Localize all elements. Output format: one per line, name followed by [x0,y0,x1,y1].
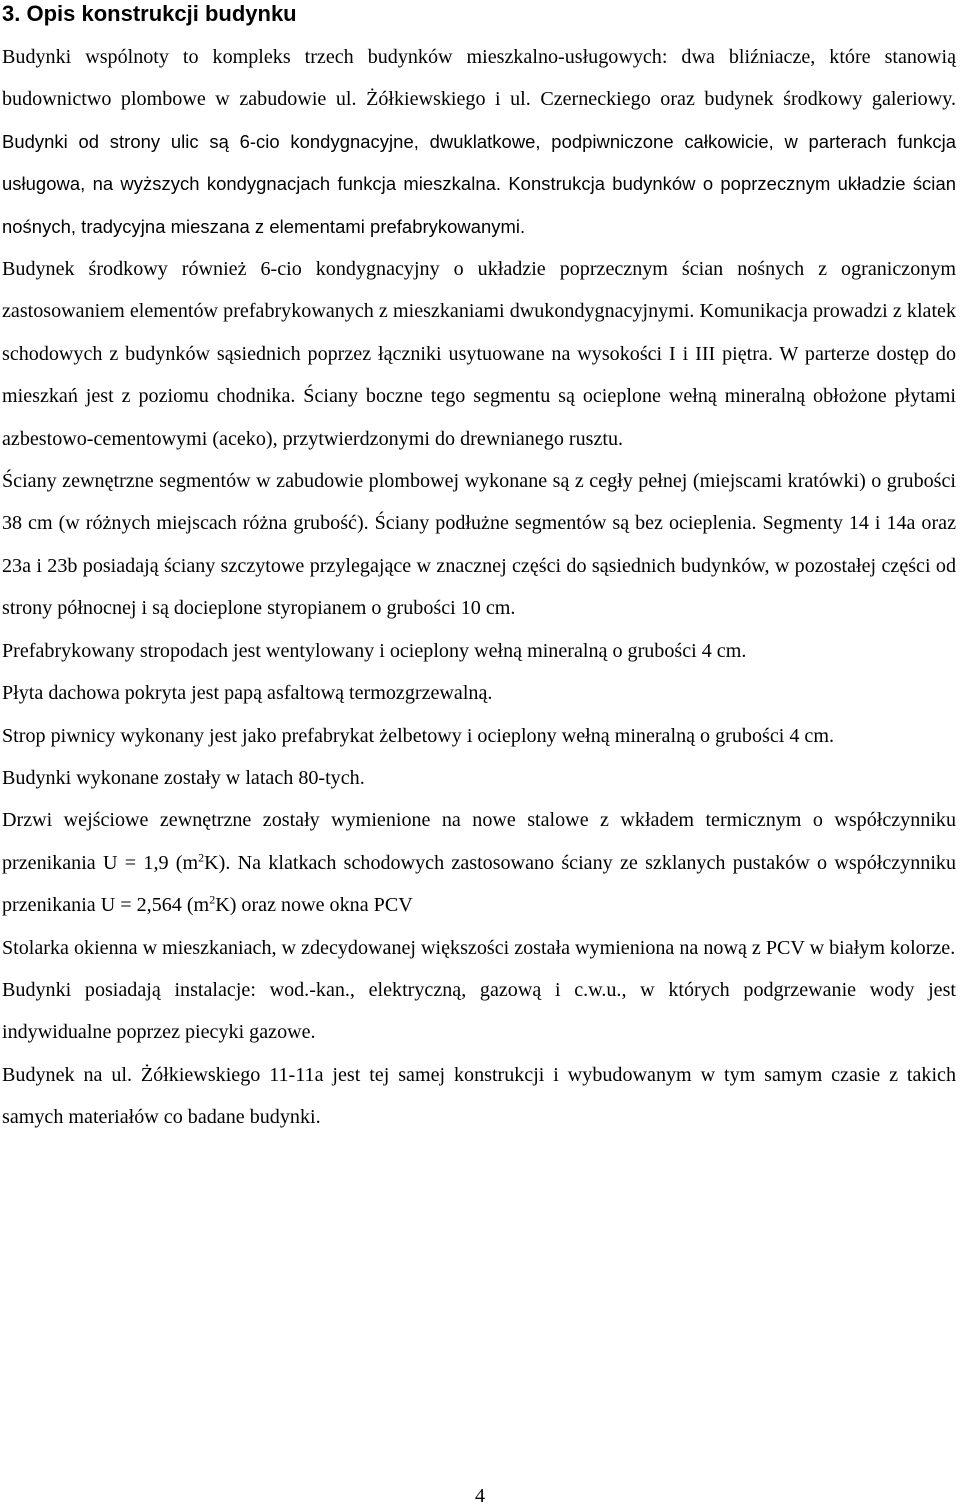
paragraph-text: K). Na klatkach schodowych zastosowano ściany ze szklanych pustaków o współczynniku przenikania U = 2,564 (m [2,851,957,917]
superscript: 2 [198,850,205,865]
section-heading: 3. Opis konstrukcji budynku [2,1,297,26]
paragraph-complex-description [2,36,956,248]
paragraph-external-walls: Ściany zewnętrzne segmentów w zabudowie plombowej wykonane są z cegły pełnej (miejscami kratówki) o grubości 38 cm (w różnych miejscach różna grubość). Ściany podłużne segmentów są bez ocieplenia. Segmenty 14 i 14a oraz 23a i 23b posiadają ściany szczytowe przylegające w znacznej części do sąsiednich budynków, w pozostałej części od strony północnej i są docieplone styropianem o grubości 10 cm. [2,470,956,620]
superscript: 2 [209,892,216,907]
paragraph-text: Budynek środkowy również 6-cio kondygnacyjny o układzie poprzecznym ścian nośnych z ograniczonym zastosowaniem elementów prefabrykowanych z mieszkaniami dwukondygnacyjnymi. [2,258,956,323]
paragraph-doors-windows [2,799,956,926]
paragraph-text: Drzwi wejściowe zewnętrzne zostały wymienione na nowe stalowe z wkładem termicznym o współczynniku przenikania U = 1,9 (m [2,809,956,874]
page-number: 4 [475,1485,485,1507]
paragraph-text: K) oraz nowe okna PCV [215,894,413,917]
paragraph-neighbour-building: Budynek na ul. Żółkiewskiego 11-11a jest tej samej konstrukcji i wybudowanym w tym samym czasie z takich samych materiałów co badane budynki. [2,1063,956,1129]
paragraph-basement-ceiling: Strop piwnicy wykonany jest jako prefabrykat żelbetowy i ocieplony wełną mineralną o grubości 4 cm. [2,724,834,747]
paragraph-text: Budynki od strony ulic są 6-cio kondygnacyjne, dwuklatkowe, podpiwniczone całkowicie, w parterach funkcja usługowa, na wyższych kondygnacjach funkcja mieszkalna. Konstrukcja budynków o poprzecznym układzie ścian nośnych, tradycyjna mieszana z elementami prefabrykowanymi. [2,130,956,237]
paragraph-middle-building [2,248,956,460]
paragraph-roof: Prefabrykowany stropodach jest wentylowany i ocieplony wełną mineralną o grubości 4 cm. [2,639,747,662]
paragraph-text: Komunikacja prowadzi z klatek schodowych z budynków sąsiednich poprzez łączniki usytuowane na wysokości I i III piętra. W parterze dostęp do mieszkań jest z poziomu chodnika. Ściany boczne tego segmentu są ocieplone wełną mineralną obłożone płytami azbestowo-cementowymi (aceko), przytwierdzonymi do drewnianego rusztu. [2,300,956,450]
paragraph-construction-date: Budynki wykonane zostały w latach 80-tych. [2,766,365,789]
paragraph-text: Budynki wspólnoty to kompleks trzech budynków mieszkalno-usługowych: dwa bliźniacze, które stanowią budownictwo plombowe w zabudowie ul. Żółkiewskiego i ul. Czerneckiego oraz budynek środkowy galeriowy. [2,46,956,111]
paragraph-window-joinery: Stolarka okienna w mieszkaniach, w zdecydowanej większości została wymieniona na nową z PCV w białym kolorze. [2,936,956,959]
paragraph-roof-slab: Płyta dachowa pokryta jest papą asfaltową termozgrzewalną. [2,682,493,705]
paragraph-installations: Budynki posiadają instalacje: wod.-kan., elektryczną, gazową i c.w.u., w których podgrzewanie wody jest indywidualne poprzez piecyki gazowe. [2,978,956,1044]
